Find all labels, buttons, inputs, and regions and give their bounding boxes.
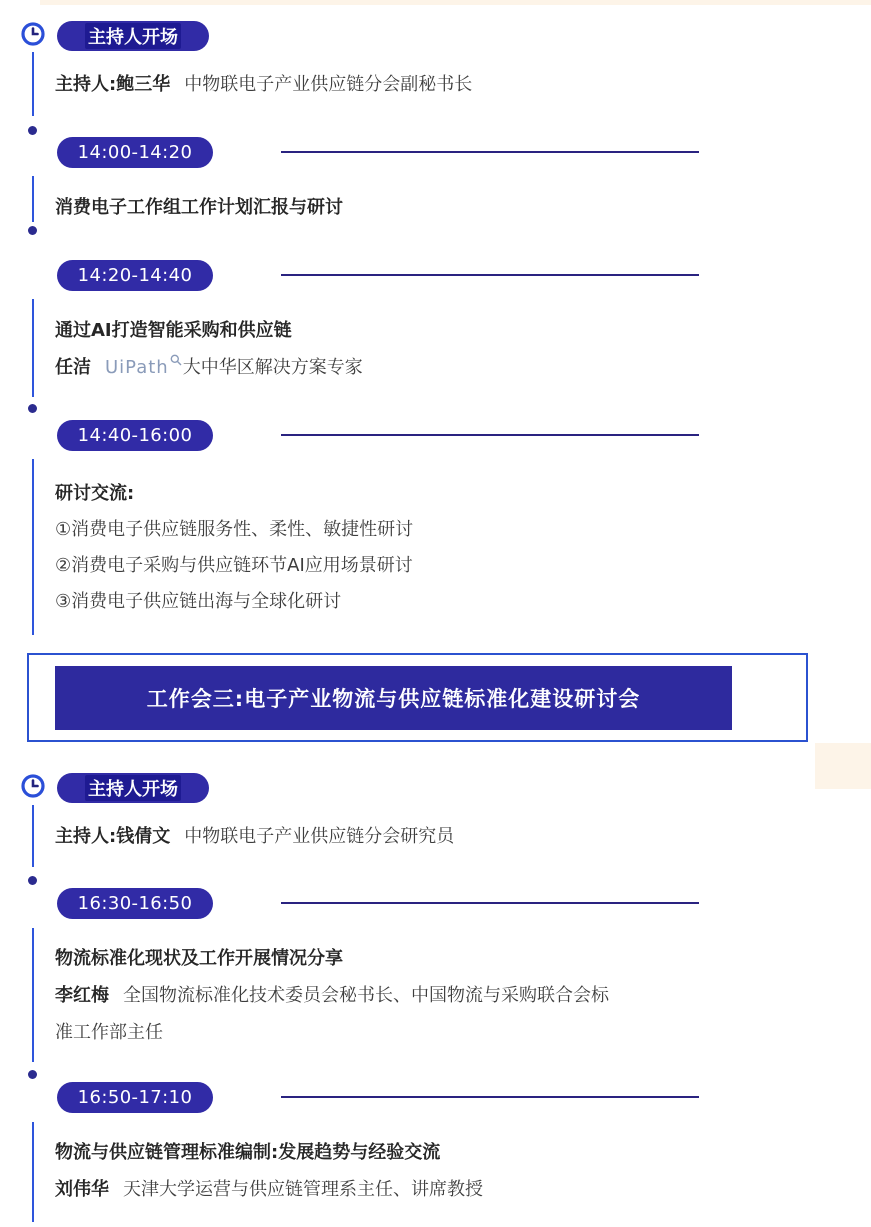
timeline-segment <box>32 299 34 397</box>
host-line <box>55 824 454 850</box>
timeline-segment <box>32 176 34 222</box>
timeline-dot <box>28 1070 37 1079</box>
speaker-desc-continued: 准工作部主任 <box>55 1022 163 1043</box>
timeline-dot <box>28 226 37 235</box>
speaker-name: 刘伟华 <box>55 1179 109 1200</box>
time-badge-label: 14:40-16:00 <box>77 425 193 446</box>
host-label: 主持人: <box>55 74 117 95</box>
host-line <box>55 72 472 98</box>
topic-item: ③消费电子供应链出海与全球化研讨 <box>55 591 342 612</box>
timeline-segment <box>32 1122 34 1222</box>
time-badge <box>57 1082 213 1113</box>
right-decor-strip <box>815 743 871 789</box>
speaker-title: 大中华区解决方案专家 <box>182 357 363 378</box>
host-label: 主持人: <box>55 826 117 847</box>
host-name: 钱倩文 <box>116 826 171 847</box>
time-badge <box>57 260 213 291</box>
host-opening-badge <box>57 773 209 803</box>
timeline-segment <box>32 52 34 116</box>
host-opening-badge <box>57 21 209 51</box>
event-title: 物流与供应链管理标准编制:发展趋势与经验交流 <box>55 1142 441 1163</box>
divider-line <box>281 274 699 276</box>
clock-icon <box>21 774 45 802</box>
top-decor-strip <box>40 0 871 5</box>
timeline-dot <box>28 876 37 885</box>
host-opening-badge-label: 主持人开场 <box>85 775 181 801</box>
divider-line <box>281 151 699 153</box>
timeline-dot <box>28 404 37 413</box>
speaker-name: 任洁 <box>55 357 91 378</box>
topic-item: ①消费电子供应链服务性、柔性、敏捷性研讨 <box>55 519 414 540</box>
time-badge <box>57 420 213 451</box>
speaker-desc: 全国物流标准化技术委员会秘书长、中国物流与采购联合会标 <box>123 985 609 1006</box>
timeline-segment <box>32 805 34 867</box>
time-badge <box>57 888 213 919</box>
speaker-line <box>55 355 363 381</box>
speaker-line <box>55 1177 483 1203</box>
divider-line <box>281 434 699 436</box>
search-icon[interactable] <box>170 350 182 371</box>
clock-icon <box>21 22 45 50</box>
session-banner-title: 工作会三:电子产业物流与供应链标准化建设研讨会 <box>146 687 641 711</box>
timeline-segment <box>32 459 34 635</box>
host-desc: 中物联电子产业供应链分会研究员 <box>184 826 455 847</box>
time-badge-label: 16:50-17:10 <box>77 1087 193 1108</box>
host-name: 鲍三华 <box>116 74 171 95</box>
speaker-desc: 天津大学运营与供应链管理系主任、讲席教授 <box>123 1179 483 1200</box>
host-opening-badge-label: 主持人开场 <box>85 23 181 49</box>
speaker-line <box>55 983 609 1009</box>
host-desc: 中物联电子产业供应链分会副秘书长 <box>184 74 473 95</box>
session-banner <box>55 666 732 730</box>
event-title: 消费电子工作组工作计划汇报与研讨 <box>55 197 343 218</box>
event-title: 研讨交流: <box>55 483 135 504</box>
timeline-segment <box>32 928 34 1062</box>
timeline-dot <box>28 126 37 135</box>
topic-item: ②消费电子采购与供应链环节AI应用场景研讨 <box>55 555 413 576</box>
time-badge-label: 14:00-14:20 <box>77 142 193 163</box>
time-badge-label: 16:30-16:50 <box>77 893 193 914</box>
event-title: 物流标准化现状及工作开展情况分享 <box>55 948 343 969</box>
time-badge-label: 14:20-14:40 <box>77 265 193 286</box>
event-title: 通过AI打造智能采购和供应链 <box>55 320 292 341</box>
divider-line <box>281 1096 699 1098</box>
divider-line <box>281 902 699 904</box>
time-badge <box>57 137 213 168</box>
speaker-org-link[interactable]: UiPath <box>105 357 169 378</box>
speaker-name: 李红梅 <box>55 985 109 1006</box>
